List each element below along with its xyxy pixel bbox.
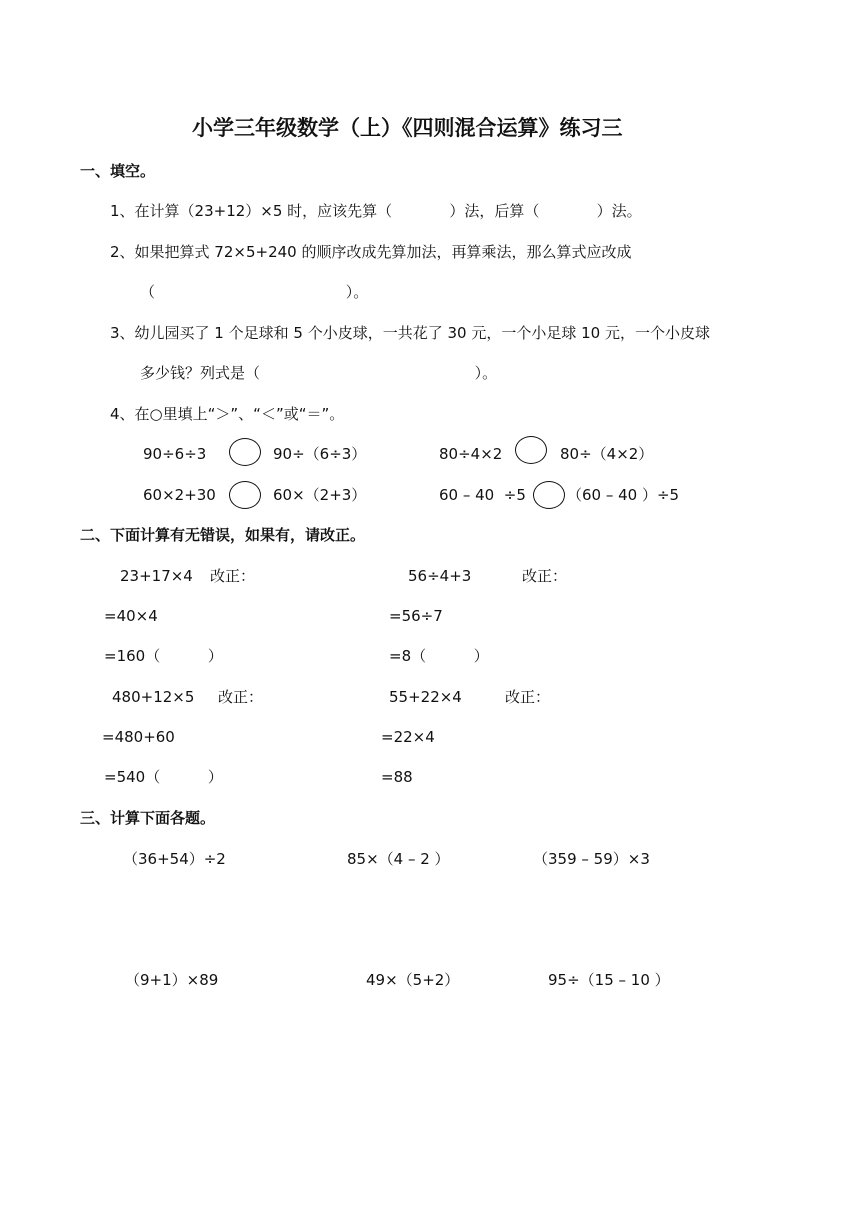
calc-item: 85×（4 – 2 ）	[347, 850, 450, 868]
correction-label: 改正：	[218, 688, 264, 706]
question-1: 1、在计算（23+12）×5 时，应该先算（ ）法，后算（ ）法。	[110, 202, 642, 220]
section2-heading: 二、下面计算有无错误，如果有，请改正。	[80, 526, 366, 544]
calc-item: （36+54）÷2	[123, 850, 226, 868]
problem-expression: 480+12×5	[112, 688, 195, 706]
problem-step: =40×4	[104, 607, 158, 625]
compare-circle[interactable]	[229, 481, 261, 509]
question-3-line1: 3、幼儿园买了 1 个足球和 5 个小皮球，一共花了 30 元，一个小足球 10 元，一个小皮球	[110, 324, 710, 342]
compare-right: （60 – 40 ）÷5	[567, 486, 680, 504]
problem-step: =22×4	[381, 728, 435, 746]
problem-step: =540（ ）	[104, 768, 223, 786]
problem-expression: 23+17×4	[120, 567, 193, 585]
problem-step: =88	[381, 768, 413, 786]
calc-item: （9+1）×89	[125, 971, 219, 989]
problem-expression: 55+22×4	[389, 688, 462, 706]
correction-label: 改正：	[505, 688, 551, 706]
section1-heading: 一、填空。	[80, 162, 156, 180]
problem-step: =160（ ）	[104, 647, 223, 665]
compare-right: 80÷（4×2）	[560, 445, 654, 463]
calc-item: 95÷（15 – 10 ）	[548, 971, 670, 989]
compare-circle[interactable]	[515, 436, 547, 464]
compare-circle[interactable]	[229, 438, 261, 466]
compare-left: 80÷4×2	[439, 445, 503, 463]
calc-item: （359 – 59）×3	[533, 850, 650, 868]
calc-item: 49×（5+2）	[366, 971, 460, 989]
question-2-line1: 2、如果把算式 72×5+240 的顺序改成先算加法，再算乘法，那么算式应改成	[110, 243, 632, 261]
problem-step: =480+60	[102, 728, 175, 746]
page-title: 小学三年级数学（上）《四则混合运算》练习三	[192, 116, 623, 140]
compare-circle[interactable]	[533, 481, 565, 509]
problem-expression: 56÷4+3	[408, 567, 472, 585]
correction-label: 改正：	[522, 567, 568, 585]
compare-left: 60×2+30	[143, 486, 216, 504]
correction-label: 改正：	[210, 567, 256, 585]
question-3-line2: 多少钱？列式是（ ）。	[140, 364, 498, 382]
problem-step: =56÷7	[389, 607, 443, 625]
question-4: 4、在○里填上“＞”、“＜”或“＝”。	[110, 405, 345, 423]
compare-left: 90÷6÷3	[143, 445, 207, 463]
compare-right: 60×（2+3）	[273, 486, 367, 504]
compare-left: 60 – 40 ÷5	[439, 486, 526, 504]
problem-step: =8（ ）	[389, 647, 489, 665]
question-2-line2: （ ）。	[140, 283, 369, 301]
section3-heading: 三、计算下面各题。	[80, 809, 216, 827]
compare-right: 90÷（6÷3）	[273, 445, 367, 463]
